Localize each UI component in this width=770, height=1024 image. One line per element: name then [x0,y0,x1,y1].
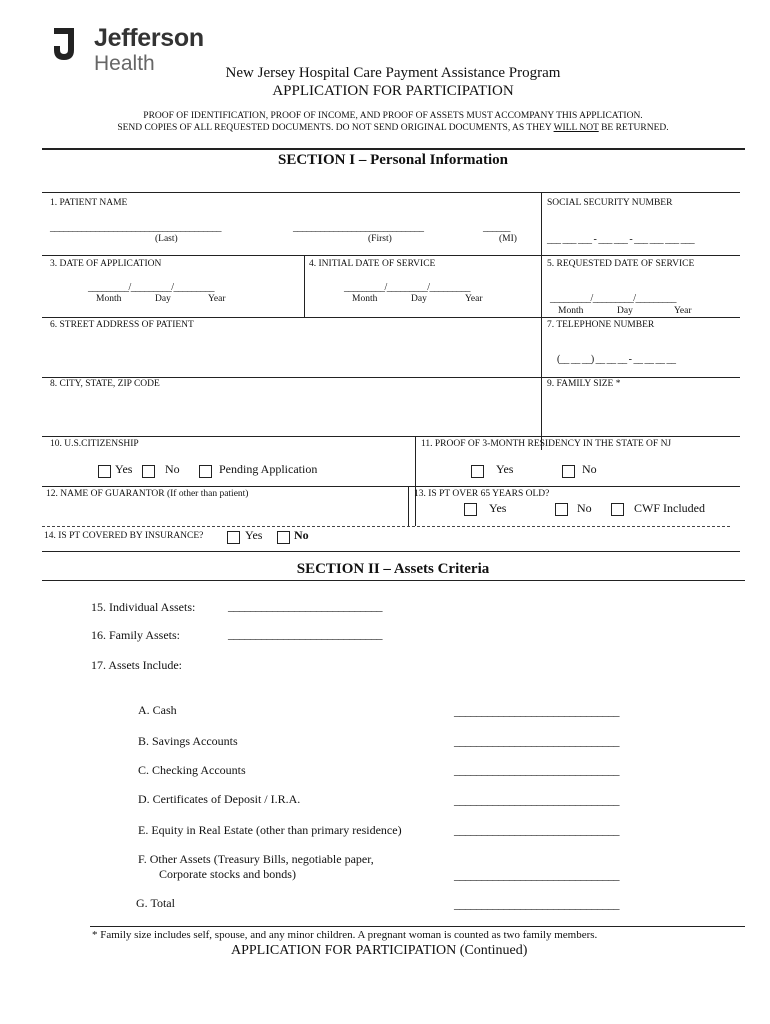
insurance-no-checkbox[interactable] [277,531,290,544]
divider [415,436,416,526]
year-caption: Year [208,294,226,304]
initial-date-field[interactable]: _________/_________/_________ [344,282,471,293]
asset-item-other: F. Other Assets (Treasury Bills, negotiable paper, [138,852,374,866]
residency-label: 11. PROOF OF 3-MONTH RESIDENCY IN THE STATE OF NJ [421,439,672,449]
over-65-no-checkbox[interactable] [555,503,568,516]
notice-line-1: PROOF OF IDENTIFICATION, PROOF OF INCOME, AND PROOF OF ASSETS MUST ACCOMPANY THIS APPLICATION. [143,111,643,121]
yes-label: Yes [115,462,133,476]
ssn-label: SOCIAL SECURITY NUMBER [547,198,673,208]
date-of-application-label: 3. DATE OF APPLICATION [50,259,162,269]
citizenship-label: 10. U.S.CITIZENSHIP [50,439,139,449]
asset-real-estate-field[interactable]: ______________________________ [454,823,619,837]
divider [42,436,740,437]
cwf-included-label: CWF Included [634,501,705,515]
yes-label: Yes [489,501,507,515]
divider [408,486,409,526]
asset-item-cash: A. Cash [138,703,177,717]
divider [42,580,745,581]
form-title: New Jersey Hospital Care Payment Assistance Program [225,65,561,81]
citizenship-pending-checkbox[interactable] [199,465,212,478]
divider [90,926,745,927]
month-caption: Month [96,294,122,304]
divider [42,255,740,256]
city-state-zip-label: 8. CITY, STATE, ZIP CODE [50,379,160,389]
asset-item-total: G. Total [136,896,175,910]
requested-date-of-service-label: 5. REQUESTED DATE OF SERVICE [547,259,695,269]
asset-item-real-estate: E. Equity in Real Estate (other than primary residence) [138,823,402,837]
asset-cash-field[interactable]: ______________________________ [454,704,619,718]
yes-label: Yes [496,462,514,476]
year-caption: Year [465,294,483,304]
logo-text-jefferson: Jefferson [94,24,204,52]
year-caption: Year [674,306,692,316]
guarantor-label: 12. NAME OF GUARANTOR (If other than patient) [46,489,249,499]
family-size-footnote: * Family size includes self, spouse, and any minor children. A pregnant woman is counted as two family members. [92,929,598,941]
asset-certificates-field[interactable]: ______________________________ [454,793,619,807]
divider [42,317,542,318]
initial-date-of-service-label: 4. INITIAL DATE OF SERVICE [309,259,436,269]
asset-item-other-line2: Corporate stocks and bonds) [159,867,296,881]
asset-other-field[interactable]: ______________________________ [454,868,619,882]
no-label: No [294,528,309,542]
divider [42,148,745,150]
divider [541,317,740,318]
day-caption: Day [411,294,427,304]
no-label: No [577,501,592,515]
notice-line-2: SEND COPIES OF ALL REQUESTED DOCUMENTS. DO NOT SEND ORIGINAL DOCUMENTS, AS THEY WILL NOT BE RETURNED. [117,123,669,133]
asset-savings-field[interactable]: ______________________________ [454,734,619,748]
day-caption: Day [617,306,633,316]
telephone-label: 7. TELEPHONE NUMBER [547,320,655,330]
patient-name-label: 1. PATIENT NAME [50,198,128,208]
form-subtitle: APPLICATION FOR PARTICIPATION [272,83,514,99]
insurance-yes-checkbox[interactable] [227,531,240,544]
divider [42,377,740,378]
section-2-title: SECTION II – Assets Criteria [296,561,490,577]
patient-first-name-field[interactable]: _____________________________ [293,222,424,233]
date-of-application-field[interactable]: _________/_________/_________ [88,282,215,293]
first-caption: (First) [368,234,392,244]
divider [304,255,305,317]
no-label: No [165,462,180,476]
patient-last-name-field[interactable]: ______________________________________ [50,222,221,233]
residency-yes-checkbox[interactable] [471,465,484,478]
residency-no-checkbox[interactable] [562,465,575,478]
family-size-label: 9. FAMILY SIZE * [547,379,621,389]
divider [42,486,740,487]
individual-assets-field[interactable]: ____________________________ [228,599,382,613]
patient-mi-field[interactable]: ______ [483,222,510,233]
assets-include-label: 17. Assets Include: [91,658,182,672]
month-caption: Month [558,306,584,316]
street-address-label: 6. STREET ADDRESS OF PATIENT [50,320,194,330]
day-caption: Day [155,294,171,304]
yes-label: Yes [245,528,263,542]
pending-application-label: Pending Application [219,462,318,476]
individual-assets-label: 15. Individual Assets: [91,600,196,614]
no-label: No [582,462,597,476]
asset-total-field[interactable]: ______________________________ [454,897,619,911]
citizenship-no-checkbox[interactable] [142,465,155,478]
asset-checking-field[interactable]: ______________________________ [454,763,619,777]
divider [42,551,740,552]
requested-date-field[interactable]: _________/_________/_________ [550,293,677,304]
divider [541,192,542,450]
month-caption: Month [352,294,378,304]
asset-item-certificates: D. Certificates of Deposit / I.R.A. [138,792,301,806]
citizenship-yes-checkbox[interactable] [98,465,111,478]
last-caption: (Last) [155,234,178,244]
jefferson-logo-mark-icon [52,26,76,62]
asset-item-checking: C. Checking Accounts [138,763,246,777]
section-1-title: SECTION I – Personal Information [277,152,509,168]
cwf-included-checkbox[interactable] [611,503,624,516]
asset-item-savings: B. Savings Accounts [138,734,238,748]
ssn-field[interactable]: ___ ___ ___ - ___ ___ - ___ ___ ___ ___ [547,234,695,245]
family-assets-label: 16. Family Assets: [91,628,181,642]
over-65-label: 13. IS PT OVER 65 YEARS OLD? [414,489,550,499]
logo-text-health: Health [94,52,155,75]
over-65-yes-checkbox[interactable] [464,503,477,516]
divider [42,192,740,193]
continued-title: APPLICATION FOR PARTICIPATION (Continued) [231,943,528,958]
family-assets-field[interactable]: ____________________________ [228,627,382,641]
guarantor-name-field[interactable] [42,526,730,527]
telephone-field[interactable]: (__ __ __) __ __ __ - __ __ __ __ [557,354,676,365]
mi-caption: (MI) [499,234,517,244]
insurance-label: 14. IS PT COVERED BY INSURANCE? [44,531,204,541]
